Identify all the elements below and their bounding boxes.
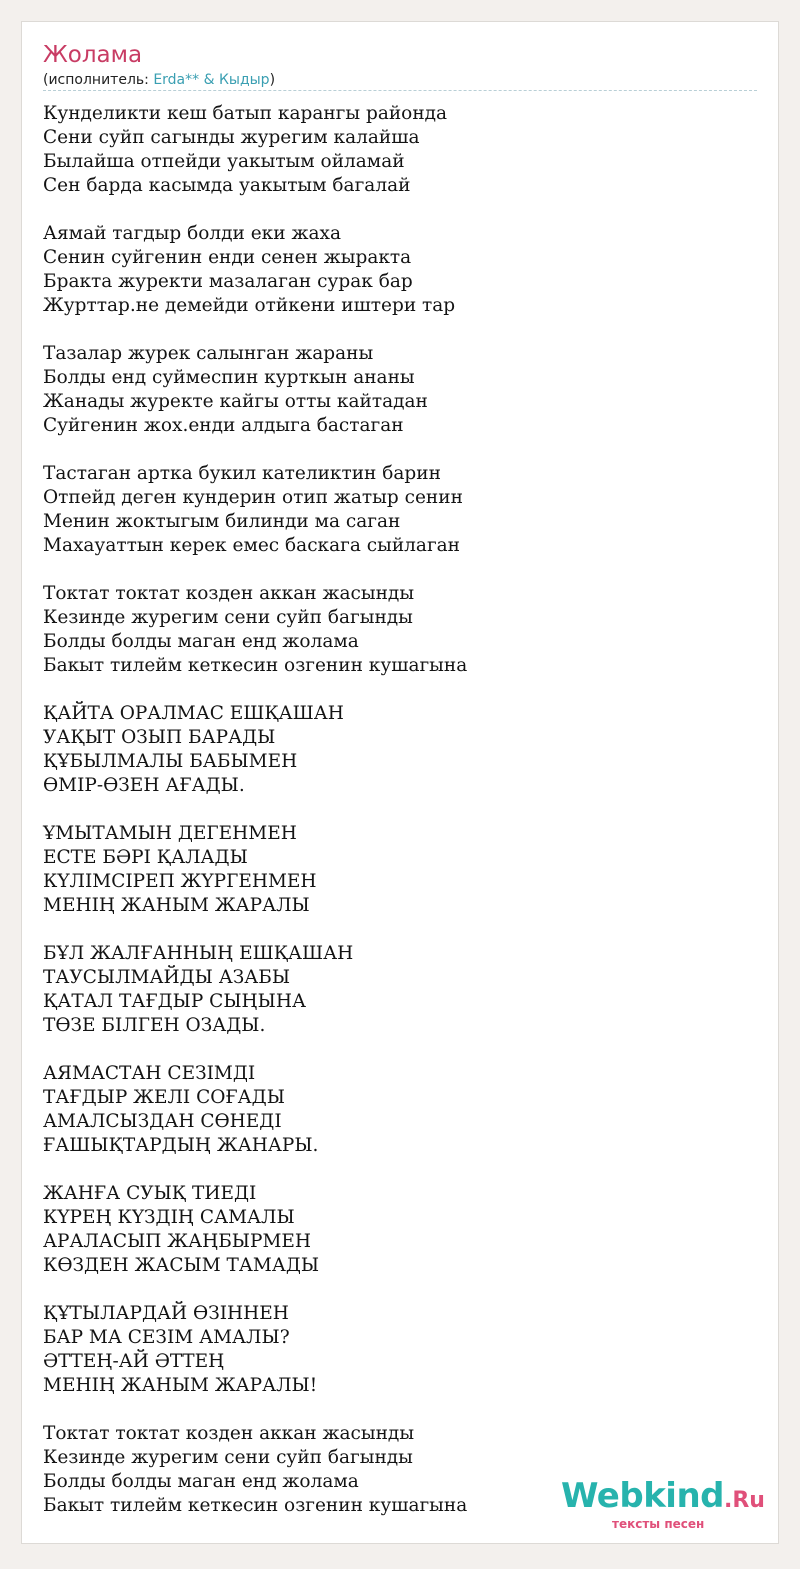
lyric-line: Токтат токтат козден аккан жасынды [43,1423,415,1444]
lyric-line: Бакыт тилейм кеткесин озгенин кушагына [43,655,468,676]
lyric-line: Кезинде журегим сени суйп багынды [43,607,413,628]
performer-prefix: (исполнитель: [43,72,154,88]
lyric-line: БҰЛ ЖАЛҒАННЫҢ ЕШҚАШАН [43,943,354,964]
stanza [43,342,743,438]
lyric-line: Бракта журекти мазалаган сурак бар [43,271,413,292]
lyric-line: Отпейд деген кундерин отип жатыр сенин [43,487,463,508]
stanza [43,1302,743,1398]
artist-link[interactable]: Erda** & Кыдыр [153,72,270,88]
lyric-line: Тастаган артка букил кателиктин барин [43,463,441,484]
lyric-line: ЖАНҒА СУЫҚ ТИЕДІ [43,1183,257,1204]
lyric-line: Былайша отпейди уакытым ойламай [43,151,405,172]
lyric-line: Сен барда касымда уакытым багалай [43,175,411,196]
stanza [43,1062,743,1158]
lyric-line: ТӨЗЕ БІЛГЕН ОЗАДЫ. [43,1015,266,1036]
song-title: Жолама [43,42,143,68]
lyric-line: Болды болды маган енд жолама [43,1471,359,1492]
stanza [43,102,743,198]
lyrics-card [21,21,779,1544]
lyric-line: Тазалар журек салынган жараны [43,343,374,364]
logo-tagline: тексты песен [612,1517,705,1531]
lyric-line: УАҚЫТ ОЗЫП БАРАДЫ [43,727,276,748]
lyric-line: ҚҰТЫЛАРДАЙ ӨЗІННЕН [43,1303,289,1324]
lyric-line: ҒАШЫҚТАРДЫҢ ЖАНАРЫ. [43,1135,319,1156]
stanza [43,942,743,1038]
lyric-line: ҚҰБЫЛМАЛЫ БАБЫМЕН [43,751,298,772]
site-logo[interactable] [561,1476,765,1516]
title-divider [43,90,757,91]
stanza [43,1182,743,1278]
lyric-line: Суйгенин жох.енди алдыга бастаган [43,415,404,436]
lyric-line: Сенин суйгенин енди сенен жыракта [43,247,412,268]
lyric-line: МЕНІҢ ЖАНЫМ ЖАРАЛЫ! [43,1375,318,1396]
lyric-line: АМАЛСЫЗДАН СӨНЕДІ [43,1111,282,1132]
lyric-line: АЯМАСТАН СЕЗІМДІ [43,1063,256,1084]
lyric-line: Болды болды маган енд жолама [43,631,359,652]
lyric-line: ҚАЙТА ОРАЛМАС ЕШҚАШАН [43,703,344,724]
performer-suffix: ) [269,72,276,88]
lyric-line: Токтат токтат козден аккан жасынды [43,583,415,604]
lyric-line: КҮЛІМСІРЕП ЖҮРГЕНМЕН [43,871,317,892]
lyric-line: ӘТТЕҢ-АЙ ӘТТЕҢ [43,1351,225,1372]
lyric-line: Менин жоктыгым билинди ма саган [43,511,401,532]
lyric-line: Кезинде журегим сени суйп багынды [43,1447,413,1468]
lyrics-text [43,102,743,1542]
lyric-line: Журттар.не демейди отйкени иштери тар [43,295,456,316]
lyric-line: ҰМЫТАМЫН ДЕГЕНМЕН [43,823,297,844]
lyric-line: БАР МА СЕЗІМ АМАЛЫ? [43,1327,290,1348]
lyric-line: Сени суйп сагынды журегим калайша [43,127,420,148]
lyric-line: АРАЛАСЫП ЖАҢБЫРМЕН [43,1231,312,1252]
lyric-line: Жанады журекте кайгы отты кайтадан [43,391,428,412]
stanza [43,222,743,318]
lyric-line: ӨМІР-ӨЗЕН АҒАДЫ. [43,775,245,796]
lyric-line: Бакыт тилейм кеткесин озгенин кушагына [43,1495,468,1516]
stanza [43,822,743,918]
stanza [43,582,743,678]
lyric-line: КҮРЕҢ КҮЗДІҢ САМАЛЫ [43,1207,295,1228]
lyric-line: Аямай тагдыр болди еки жаха [43,223,341,244]
lyric-line: Болды енд суймеспин курткын ананы [43,367,415,388]
lyric-line: ТАУСЫЛМАЙДЫ АЗАБЫ [43,967,291,988]
performer-line [43,72,275,88]
lyric-line: ТАҒДЫР ЖЕЛІ СОҒАДЫ [43,1087,285,1108]
lyric-line: КӨЗДЕН ЖАСЫМ ТАМАДЫ [43,1255,320,1276]
stanza [43,702,743,798]
logo-tld: .Ru [724,1488,765,1513]
lyric-line: ЕСТЕ БӘРІ ҚАЛАДЫ [43,847,248,868]
logo-name: Webkind [561,1476,724,1516]
lyric-line: Махауаттын керек емес баскага сыйлаган [43,535,460,556]
lyric-line: ҚАТАЛ ТАҒДЫР СЫҢЫНА [43,991,307,1012]
lyric-line: Кунделикти кеш батып карангы районда [43,103,448,124]
stanza [43,462,743,558]
lyric-line: МЕНІҢ ЖАНЫМ ЖАРАЛЫ [43,895,310,916]
